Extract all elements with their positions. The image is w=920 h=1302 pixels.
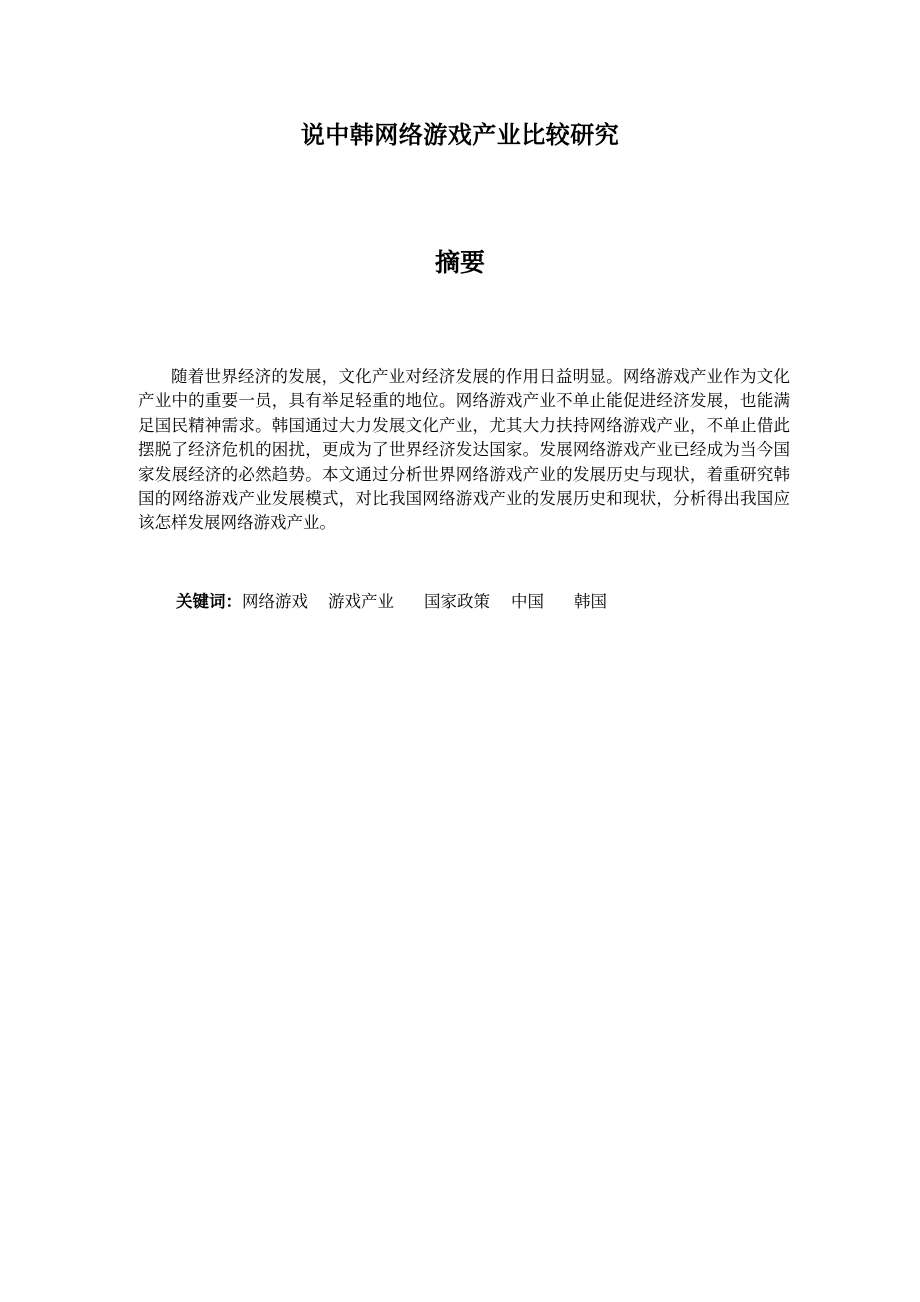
keyword-item: 网络游戏 [242, 592, 308, 611]
keywords-line [176, 590, 607, 614]
keyword-item: 游戏产业 [328, 592, 394, 611]
keyword-item: 韩国 [574, 592, 607, 611]
document-title: 说中韩网络游戏产业比较研究 [300, 121, 620, 149]
keyword-item: 国家政策 [424, 592, 490, 611]
keyword-item: 中国 [511, 592, 544, 611]
abstract-body: 随着世界经济的发展，文化产业对经济发展的作用日益明显。网络游戏产业作为文化产业中的重要一员，具有举足轻重的地位。网络游戏产业不单止能促进经济发展，也能满足国民精神需求。韩国通过大力发展文化产业，尤其大力扶持网络游戏产业，不单止借此摆脱了经济危机的困扰，更成为了世界经济发达国家。发展网络游戏产业已经成为当今国家发展经济的必然趋势。本文通过分析世界网络游戏产业的发展历史与现状，着重研究韩国的网络游戏产业发展模式，对比我国网络游戏产业的发展历史和现状，分析得出我国应该怎样发展网络游戏产业。 [138, 367, 790, 533]
abstract-heading: 摘要 [434, 248, 485, 277]
keywords-label: 关键词： [176, 592, 242, 611]
